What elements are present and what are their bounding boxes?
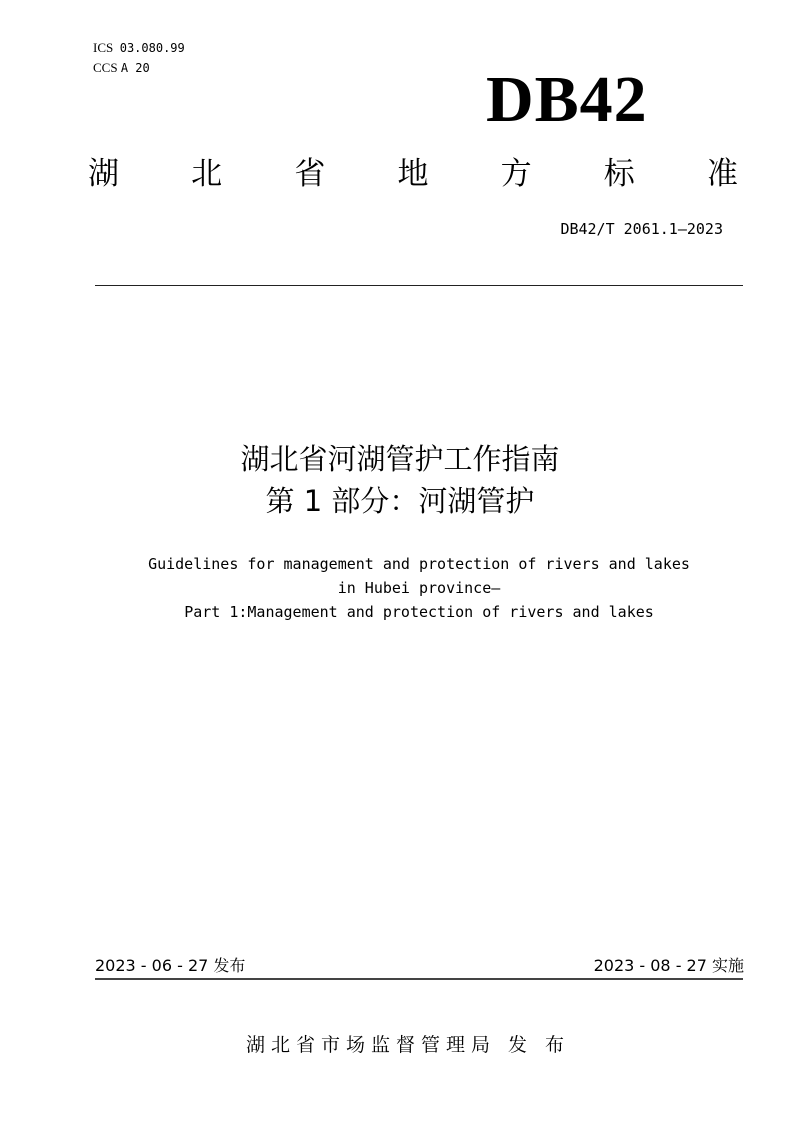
bottom-divider <box>95 978 743 980</box>
standard-type-char: 地 <box>397 156 429 192</box>
chinese-title <box>0 438 800 522</box>
issuing-authority: 湖北省市场监督管理局 发 布 <box>245 1034 571 1056</box>
standard-type-char: 北 <box>191 156 223 192</box>
ccs-line <box>93 58 185 78</box>
english-title-line-3: Part 1:Management and protection of rivers and lakes <box>184 603 654 621</box>
ics-label: ICS <box>93 40 114 55</box>
chinese-title-line-1: 湖北省河湖管护工作指南 <box>240 442 560 476</box>
ics-line <box>93 38 185 58</box>
top-divider <box>95 285 743 286</box>
english-title-line-1: Guidelines for management and protection of rivers and lakes <box>148 555 690 573</box>
english-title-line-2: in Hubei province— <box>337 579 501 597</box>
implement-date: 2023 - 08 - 27 实施 <box>593 956 744 975</box>
classification-codes <box>93 38 185 78</box>
ccs-code: A 20 <box>120 61 150 75</box>
standard-type-char: 方 <box>500 156 532 192</box>
issue-date: 2023 - 06 - 27 发布 <box>95 956 246 975</box>
standard-type-char: 省 <box>294 156 326 192</box>
chinese-title-line-2: 第 1 部分：河湖管护 <box>265 484 535 518</box>
english-title <box>0 552 800 624</box>
ics-code: 03.080.99 <box>119 41 185 55</box>
ccs-label: CCS <box>93 60 118 75</box>
standard-type-heading <box>88 150 738 198</box>
standard-type-char: 准 <box>706 156 738 192</box>
standard-number: DB42/T 2061.1—2023 <box>560 220 723 238</box>
standard-type-char: 标 <box>603 156 635 192</box>
standard-type-char: 湖 <box>88 156 119 192</box>
db42-logo: DB42 <box>486 63 648 136</box>
